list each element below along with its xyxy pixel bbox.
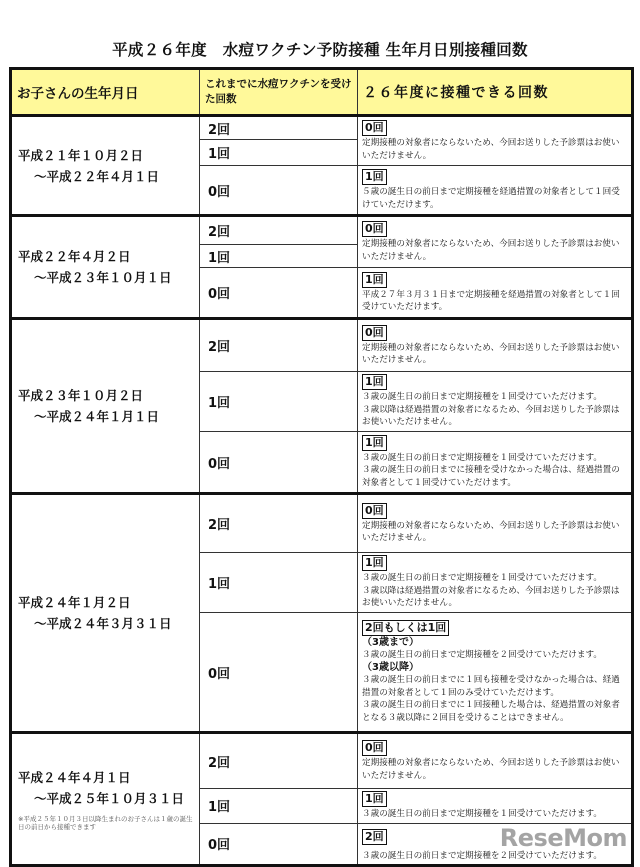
prior-doses-cell: 2回 [200, 216, 358, 245]
dose-count-badge: 0回 [362, 503, 387, 519]
available-doses-cell [358, 823, 633, 866]
explanation-text: ３歳の誕生日の前日まで定期接種を１回受けていただけます。 [362, 452, 602, 463]
explanation-text: 定期接種の対象者にならないため、今回お送りした予診票はお使いいただけません。 [362, 342, 620, 365]
document-title: 平成２６年度 水痘ワクチン予防接種 生年月日別接種回数 [112, 41, 528, 59]
prior-doses-cell: 0回 [200, 166, 358, 216]
dose-count-badge: 0回 [362, 325, 387, 341]
available-doses-cell [358, 116, 633, 166]
birthdate-end: ～平成２３年１０月１日 [34, 270, 172, 285]
birthdate-start: 平成２１年１０月２日 [18, 147, 144, 163]
table-row [11, 319, 633, 372]
badge-line [362, 555, 627, 572]
birthdate-cell [11, 733, 200, 866]
table-row [11, 494, 633, 553]
dose-count-badge: 1回 [362, 272, 387, 288]
birthdate-end: ～平成２５年１０月３１日 [34, 791, 185, 806]
available-doses-cell [358, 216, 633, 268]
badge-line [362, 374, 627, 391]
dose-count-badge: 1回 [362, 791, 387, 807]
birthdate-cell [11, 116, 200, 216]
dose-count-badge: 1回 [362, 374, 387, 390]
available-doses-cell [358, 733, 633, 789]
birthdate-note: ※平成２５年１０月３日以降生まれのお子さんは１歳の誕生日の前日から接種できます [18, 815, 193, 831]
badge-line [362, 740, 627, 757]
prior-doses-cell: 1回 [200, 245, 358, 268]
dose-count-badge: 0回 [362, 740, 387, 756]
explanation-text: ３歳の誕生日の前日まで定期接種を１回受けていただけます。 [362, 809, 602, 819]
badge-line [362, 325, 627, 342]
available-doses-cell [358, 789, 633, 824]
birthdate-start: 平成２４年１月２日 [18, 595, 131, 610]
explanation-text: 定期接種の対象者にならないため、今回お送りした予診票はお使いいただけません。 [362, 239, 620, 262]
prior-doses-cell: 2回 [200, 319, 358, 372]
header-prior-doses: これまでに水痘ワクチンを受けた回数 [200, 69, 358, 116]
available-doses-cell [358, 494, 633, 553]
explanation-text: ３歳の誕生日の前日までに１回接種した場合は、経過措置の対象者となる３歳以降に２回目を受けることはできません。 [362, 700, 620, 723]
available-doses-cell [358, 166, 633, 216]
available-doses-cell [358, 432, 633, 494]
age-subheading: （3歳まで） [362, 636, 419, 648]
dose-count-badge: 0回 [362, 120, 387, 136]
birthdate-cell [11, 494, 200, 733]
prior-doses-cell: 2回 [200, 494, 358, 553]
explanation-text: ３歳の誕生日の前日まで定期接種を１回受けていただけます。 [362, 573, 602, 584]
explanation-text: ５歳の誕生日の前日まで定期接種を経過措置の対象者として１回受けていただけます。 [362, 187, 620, 210]
badge-line [362, 823, 627, 852]
explanation-text: 定期接種の対象者にならないため、今回お送りした予診票はお使いいただけません。 [362, 758, 620, 781]
explanation-text: ３歳以降は経過措置の対象者になるため、今回お送りした予診票はお使いいただけません。 [362, 404, 620, 428]
birthdate-start: 平成２４年４月１日 [18, 770, 131, 785]
prior-doses-cell: 2回 [200, 733, 358, 789]
prior-doses-cell: 1回 [200, 140, 358, 166]
table-row [11, 733, 633, 789]
dose-count-badge: 1回 [362, 435, 387, 451]
available-doses-cell [358, 268, 633, 319]
explanation-text: ３歳の誕生日の前日まで定期接種を２回受けていただけます。 [362, 850, 602, 861]
explanation-text: ３歳の誕生日の前日まで定期接種を２回受けていただけます。 [362, 650, 602, 661]
prior-doses-cell: 0回 [200, 823, 358, 866]
birthdate-start: 平成２２年４月２日 [18, 249, 131, 264]
prior-doses-cell: 0回 [200, 613, 358, 733]
age-subheading: （3歳以降） [362, 661, 419, 673]
birthdate-end: ～平成２４年３月３１日 [34, 616, 172, 631]
badge-line [362, 221, 627, 238]
resemom-watermark-logo: ReseMom [499, 823, 627, 852]
available-doses-cell [358, 319, 633, 372]
dose-count-badge: 1回 [362, 555, 387, 571]
prior-doses-cell: 1回 [200, 789, 358, 824]
prior-doses-cell: 0回 [200, 432, 358, 494]
badge-line [362, 272, 627, 289]
explanation-text: ３歳の誕生日の前日まで定期接種を１回受けていただけます。 [362, 392, 602, 403]
prior-doses-cell: 0回 [200, 268, 358, 319]
vaccination-table [9, 67, 634, 867]
explanation-text: ３歳以降は経過措置の対象者になるため、今回お送りした予診票はお使いいただけません。 [362, 585, 620, 609]
prior-doses-cell: 1回 [200, 372, 358, 432]
header-row [11, 69, 633, 116]
table-row [11, 116, 633, 140]
available-doses-cell [358, 372, 633, 432]
badge-line [362, 791, 627, 808]
explanation-text: ３歳の誕生日の前日までに接種を受けなかった場合は、経過措置の対象者として１回受けていただけます。 [362, 465, 620, 488]
badge-line [362, 169, 627, 186]
dose-count-badge: 0回 [362, 221, 387, 237]
header-birthdate: お子さんの生年月日 [11, 69, 200, 116]
birthdate-cell [11, 319, 200, 494]
explanation-text: 定期接種の対象者にならないため、今回お送りした予診票はお使いいただけません。 [362, 520, 620, 543]
available-doses-cell [358, 613, 633, 733]
explanation-text: ３歳の誕生日の前日までに１回も接種を受けなかった場合は、経過措置の対象者として１回のみ受けていただけます。 [362, 675, 620, 698]
birthdate-start: 平成２３年１０月２日 [18, 388, 144, 403]
badge-line [362, 620, 627, 637]
badge-line [362, 435, 627, 452]
available-doses-cell [358, 553, 633, 613]
header-available-doses: ２６年度に接種できる回数 [358, 69, 633, 116]
dose-count-badge: 2回 [362, 829, 387, 845]
prior-doses-cell: 2回 [200, 116, 358, 140]
explanation-text: 平成２７年３月３１日まで定期接種を経過措置の対象者として１回受けていただけます。 [362, 289, 620, 312]
explanation-text: 定期接種の対象者にならないため、今回お送りした予診票はお使いいただけません。 [362, 138, 620, 161]
badge-line [362, 120, 627, 137]
badge-line [362, 503, 627, 520]
birthdate-end: ～平成２２年４月１日 [34, 168, 160, 184]
birthdate-cell [11, 216, 200, 319]
table-row [11, 216, 633, 245]
dose-count-badge: 2回もしくは1回 [362, 620, 449, 636]
birthdate-end: ～平成２４年１月１日 [34, 409, 160, 424]
prior-doses-cell: 1回 [200, 553, 358, 613]
dose-count-badge: 1回 [362, 169, 387, 185]
